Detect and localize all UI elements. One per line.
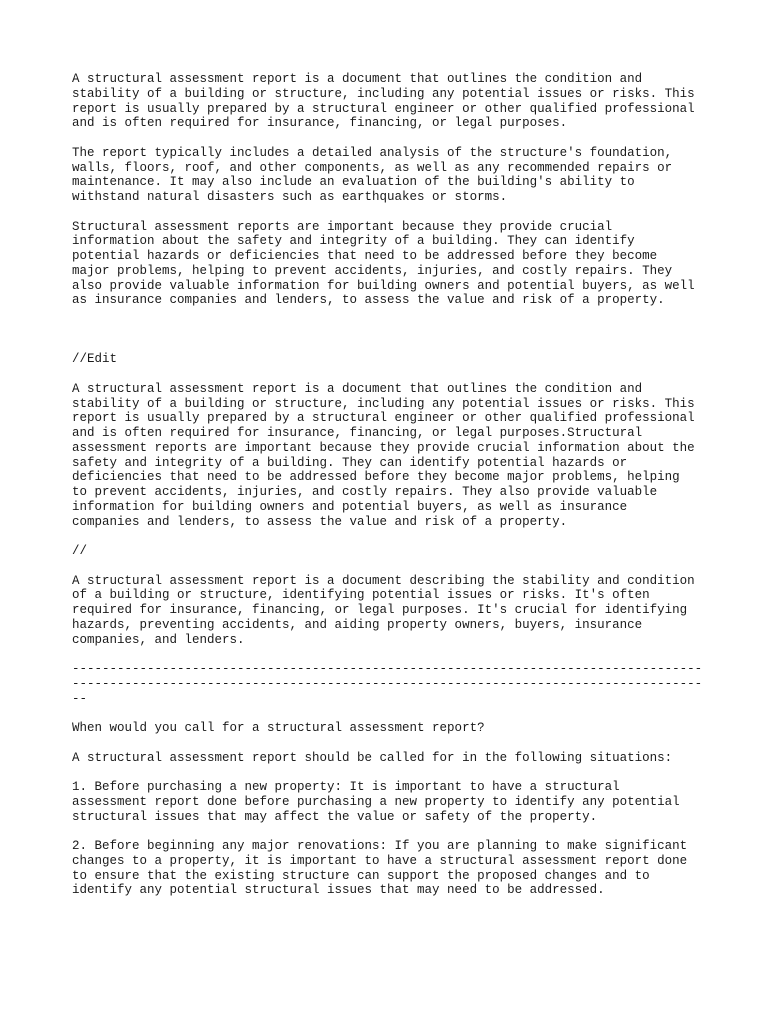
paragraph-report-contents: The report typically includes a detailed analysis of the structure's foundation, walls, floors, roof, and other components, as well as any recommended repairs or maintenance. It may also include an evaluation of the building's ability to withstand natural disasters such as earthquakes or storms.: [72, 145, 673, 204]
list-item-purchasing: 1. Before purchasing a new property: It is important to have a structural assessment report done before purchasing a new property to identify any potential structural issues that may affect the value or safety of the property.: [72, 780, 680, 824]
question-heading: When would you call for a structural assessment report?: [72, 721, 485, 735]
paragraph-edited: A structural assessment report is a document that outlines the condition and stability of a building or structure, including any potential issues or risks. This report is usually prepared by a structural engineer or other qualified professional and is often required for insurance, financing, or legal purposes.Structural assessment reports are important because they provide crucial information about the safety and integrity of a building. They can identify potential hazards or deficiencies that need to be addressed before they become major problems, helping to prevent accidents, injuries, and costly repairs. They also provide valuable information for building owners and potential buyers, as well as insurance companies and lenders, to assess the value and risk of a property.: [72, 381, 695, 529]
paragraph-importance: Structural assessment reports are important because they provide crucial information about the safety and integrity of a building. They can identify potential hazards or deficiencies that need to be addressed before they become major problems, helping to prevent accidents, injuries, and costly repairs. They also provide valuable information for building owners and potential buyers, as well as insurance companies and lenders, to assess the value and risk of a property.: [72, 219, 695, 308]
paragraph-condensed: A structural assessment report is a document describing the stability and condition of a building or structure, identifying potential issues or risks. It's often required for insurance, financing, or legal purposes. It's crucial for identifying hazards, preventing accidents, and aiding property owners, buyers, insurance companies, and lenders.: [72, 573, 695, 647]
paragraph-intro: A structural assessment report is a document that outlines the condition and stability of a building or structure, including any potential issues or risks. This report is usually prepared by a structural engineer or other qualified professional and is often required for insurance, financing, or legal purposes.: [72, 72, 695, 131]
comment-marker: //: [72, 544, 88, 558]
paragraph-situations-intro: A structural assessment report should be called for in the following situations:: [72, 750, 673, 765]
edit-marker: //Edit: [72, 352, 118, 367]
list-item-renovations: 2. Before beginning any major renovations: If you are planning to make significant changes to a property, it is important to have a structural assessment report done to ensure that the existing structure can support the proposed changes and to identify any potential structural issues that may need to be addressed.: [72, 839, 688, 898]
document-page: [72, 72, 702, 913]
divider-dashes: ------------------------------------------------------------------------------------ ------------------------------------------------------------------------------------ --: [72, 662, 703, 706]
blank-space: [72, 323, 702, 353]
